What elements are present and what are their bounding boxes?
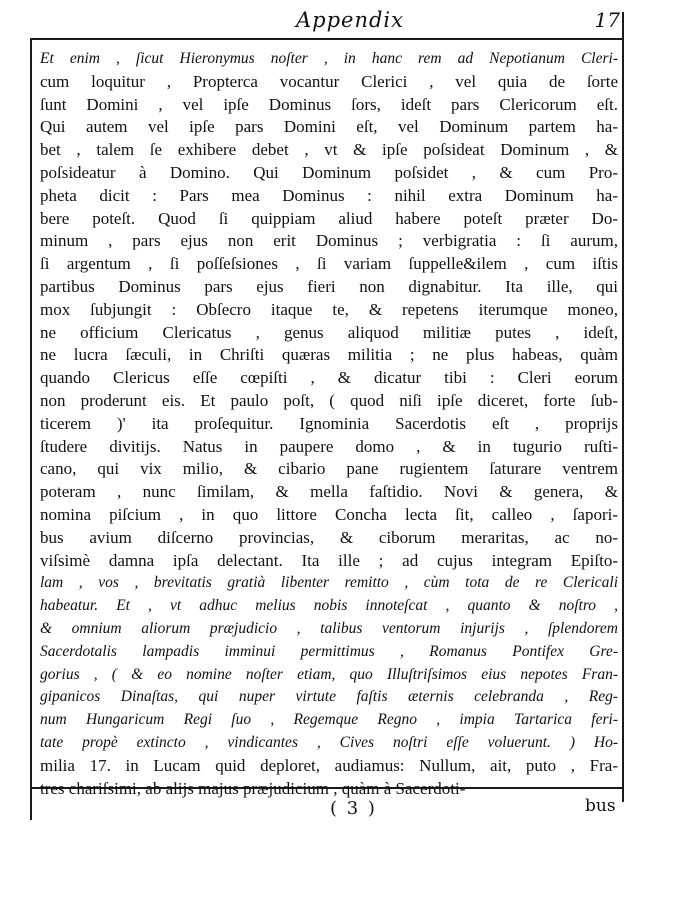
text-line: ſtudere divitijs. Natus in paupere domo , & in tugurio ruſti- xyxy=(40,436,618,456)
text-line: Qui autem vel ipſe pars Domini eſt, vel Dominum partem ha- xyxy=(40,117,618,137)
text-line: minum , pars ejus non erit Dominus ; verbigratia : ſi aurum, xyxy=(40,231,618,251)
text-line: num Hungaricum Regi ſuo , Regemque Regno , impia Tartarica feri- xyxy=(40,711,618,729)
signature-mark: ( 3 ) xyxy=(330,798,377,819)
text-line: Sacerdotalis lampadis imminui permittimus , Romanus Pontifex Gre- xyxy=(40,642,618,660)
text-line: bere poteſt. Quod ſi quippiam aliud habere poteſt præter Do- xyxy=(40,208,618,228)
text-line: poteram , nunc ſimilam, & mella faſtidio. Novi & genera, & xyxy=(40,482,618,502)
text-line: gipanicos Dinaſtas, qui nuper virtute faſtis æternis celebranda , Reg- xyxy=(40,688,618,706)
text-line: ticerem )' ita proſequitur. Ignominia Sacerdotis eſt , proprijs xyxy=(40,413,618,433)
text-line: nomina piſcium , in quo littore Concha lecta ſit, calleo , ſapori- xyxy=(40,504,618,524)
body-text xyxy=(40,48,618,800)
text-line: mox ſubjungit : Obſecro itaque te, & repetens iterumque moneo, xyxy=(40,299,618,319)
text-line: ſi argentum , ſi poſſeſsiones , ſi variam ſuppelle&ilem , cum iſtis xyxy=(40,254,618,274)
text-line: tres chariſsimi, ab alijs majus præjudicium , quàm à Sacerdoti- xyxy=(40,778,466,798)
running-head: Appendix xyxy=(295,8,404,32)
text-line: quando Clericus eſſe cœpiſti , & dicatur tibi : Cleri eorum xyxy=(40,368,618,388)
text-line: habeatur. Et , vt adhuc melius nobis innoteſcat , quanto & noſtro , xyxy=(40,597,618,615)
text-line: tate propè extincto , vindicantes , Cives noſtri eſſe voluerunt. ) Ho- xyxy=(40,733,618,751)
text-line: lam , vos , brevitatis gratià libenter remitto , cùm tota de re Clericali xyxy=(40,574,618,592)
text-line: viſsimè damna ipſa delectant. Ita ille ; ad cujus integram Epiſto- xyxy=(40,550,618,570)
page-number: 17 xyxy=(594,8,620,32)
text-line: bet , talem ſe exhibere debet , vt & ipſe poſsideat Dominum , & xyxy=(40,140,618,160)
text-line: pheta dicit : Pars mea Dominus : nihil extra Dominum ha- xyxy=(40,185,618,205)
text-line: milia 17. in Lucam quid deploret, audiamus: Nullum, ait, puto , Fra- xyxy=(40,755,618,775)
text-line: ne lucra ſæculi, in Chriſti quæras militia ; ne plus habeas, quàm xyxy=(40,345,618,365)
text-line: ſunt Domini , vel ipſe Dominus ſors, ideſt pars Clericorum eſt. xyxy=(40,94,618,114)
text-line: & omnium aliorum præjudicio , talibus ventorum injurijs , ſplendorem xyxy=(40,619,618,637)
text-line: non proderunt eis. Et paulo poſt, ( quod niſi ipſe diceret, forte ſub- xyxy=(40,390,618,410)
frame-right-rule xyxy=(622,12,624,802)
text-line: cum loquitur , Propterca vocantur Clerici , vel quia de ſorte xyxy=(40,71,618,91)
catchword: bus xyxy=(585,796,616,816)
frame-top-rule xyxy=(30,38,624,40)
text-line: gorius , ( & eo nomine noſter etiam, quo Illuſtriſsimos eius nepotes Fran- xyxy=(40,665,618,683)
text-line: cano, qui vix milio, & cibario pane rugientem ſaturare ventrem xyxy=(40,459,618,479)
frame-left-rule xyxy=(30,40,32,820)
text-line: ne officium Clericatus , genus aliquod militiæ putes , ideſt, xyxy=(40,322,618,342)
text-line: poſsideatur à Domino. Qui Dominum poſsidet , & cum Pro- xyxy=(40,162,618,182)
text-line: Et enim , ſicut Hieronymus noſter , in hanc rem ad Nepotianum Cleri- xyxy=(40,50,618,67)
text-line: partibus Dominus pars ejus fieri non dignabitur. Ita ille, qui xyxy=(40,276,618,296)
text-line: bus avium diſcerno provincias, & ciborum meraritas, ac no- xyxy=(40,527,618,547)
